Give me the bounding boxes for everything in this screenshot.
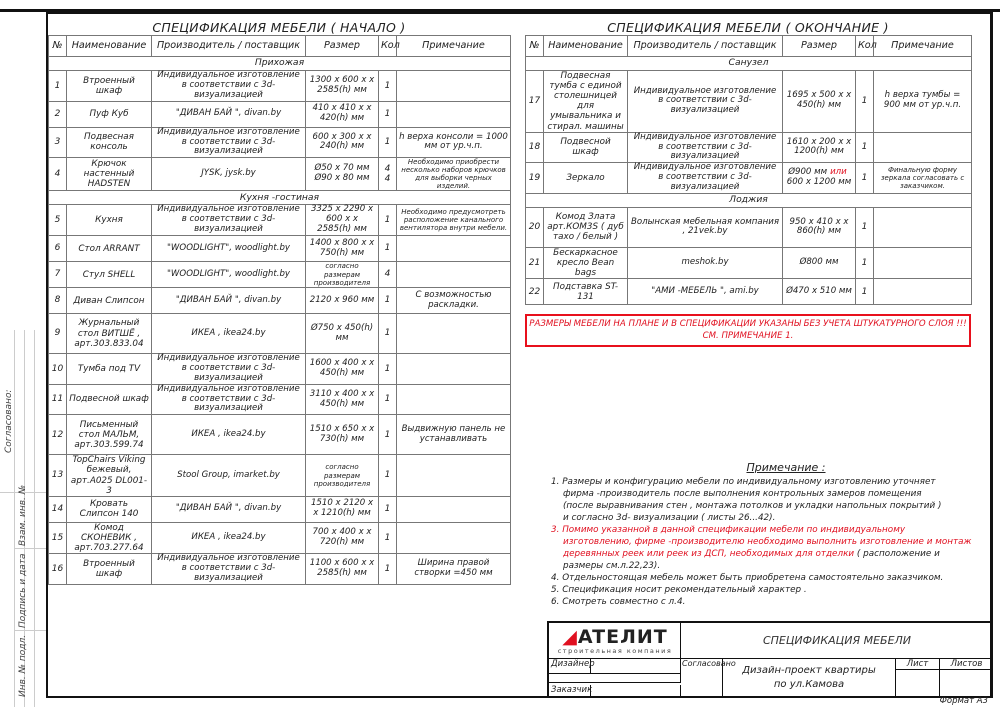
cell-note: Необходимо приобрести несколько наборов крючков для выборки черных изделий. [397,158,511,191]
cell-no: 15 [49,522,67,553]
section-title: Лоджия [526,193,972,207]
table-row [526,163,972,194]
cell-name: Подвесная консоль [67,127,152,158]
cell-maker: "АМИ -МЕБЕЛЬ ", ami.by [628,279,783,305]
spec-table-end [525,35,972,305]
cell-maker: "ДИВАН БАЙ ", divan.by [152,101,306,127]
right-table-title: СПЕЦИФИКАЦИЯ МЕБЕЛИ ( ОКОНЧАНИЕ ) [607,20,889,35]
cell-no: 16 [49,554,67,585]
cell-name: Подвесной шкаф [67,384,152,415]
col-header-maker: Производитель / поставщик [628,36,783,57]
cell-maker: Индивидуальное изготовление в соответствии с 3d- визуализацией [628,71,783,133]
cell-maker: Индивидуальное изготовление в соответствии с 3d- визуализацией [628,163,783,194]
col-header-size: Размер [783,36,856,57]
cell-qty: 1 [856,132,874,163]
cell-qty: 1 [379,288,397,314]
cell-size: согласно размерам производителя [306,262,379,288]
cell-size: 1695 х 500 х х 450(h) мм [783,71,856,133]
spec-table-start [48,35,511,585]
table-row [49,314,511,354]
cell-note: h верха консоли = 1000 мм от ур.ч.п. [397,127,511,158]
cell-qty: 1 [379,496,397,522]
table-row [49,415,511,455]
cell-name: Письменный стол МАЛЬМ, арт.303.599.74 [67,415,152,455]
table-row [49,127,511,158]
logo-cell [549,623,681,659]
cell-name: Пуф Куб [67,101,152,127]
table-row [49,262,511,288]
cell-name: Журнальный стол ВИТШЁ , арт.303.833.04 [67,314,152,354]
cell-qty: 4 4 [379,158,397,191]
side-approved-label: Согласовано: [4,389,14,453]
cell-note [397,455,511,496]
cell-name: TopChairs Viking бежевый, арт.A025 DL001-3 [67,455,152,496]
sheets-value [940,670,993,698]
cell-qty: 1 [379,554,397,585]
size-option: 600 х 1200 мм [786,177,852,188]
cell-size: 3110 х 400 х х 450(h) мм [306,384,379,415]
cell-note [397,384,511,415]
customer-label: Заказчик [549,685,591,698]
note-3-line-3-black: ( расположение и [854,549,940,559]
cell-size: 1510 х 2120 х х 1210(h) мм [306,496,379,522]
table-row [49,496,511,522]
size-or-text: или [830,167,847,178]
cell-no: 5 [49,205,67,236]
cell-maker: "ДИВАН БАЙ ", divan.by [152,288,306,314]
cell-size: Ø50 х 70 мм Ø90 х 80 мм [306,158,379,191]
logo-subtitle: строительная компания [557,647,673,655]
col-header-qty: Кол [856,36,874,57]
sheets-label: Листов [940,659,993,670]
cell-qty: 1 [379,354,397,385]
note-1-line-1: 1. Размеры и конфигурацию мебели по индивидуальному изготовлению уточняет [551,477,936,487]
note-3-line-3-red: деревянных реек или реек из ДСП, необходимых для отделки [563,549,855,559]
cell-maker: "WOODLIGHT", woodlight.by [152,262,306,288]
cell-name: Кухня [67,205,152,236]
table-row [526,132,972,163]
cell-qty: 1 [856,247,874,278]
cell-qty: 1 [379,314,397,354]
note-5: 5. Спецификация носит рекомендательный характер . [551,585,807,595]
customer-value [591,685,681,698]
cell-size: 1510 х 650 х х 730(h) мм [306,415,379,455]
cell-size: Ø800 мм [783,247,856,278]
cell-maker: Индивидуальное изготовление в соответствии с 3d- визуализацией [152,205,306,236]
side-sign-date-label: Подпись и дата [18,553,28,628]
cell-maker: Индивидуальное изготовление в соответствии с 3d- визуализацией [152,384,306,415]
cell-no: 2 [49,101,67,127]
side-inv-label: Инв. № подл. [18,634,28,697]
note-3-line-2: изготовлению, фирме -производителю необходимо выполнить изготовление и монтаж [563,537,972,547]
cell-size: Ø470 х 510 мм [783,279,856,305]
cell-no: 4 [49,158,67,191]
cell-qty: 1 [856,207,874,247]
cell-note [397,354,511,385]
stamp-doc-title: СПЕЦИФИКАЦИЯ МЕБЕЛИ [762,634,912,647]
cell-no: 18 [526,132,544,163]
cell-maker: Индивидуальное изготовление в соответствии с 3d- визуализацией [152,554,306,585]
cell-note: Необходимо предусмотреть расположение канального вентилятора внутри мебели. [397,205,511,236]
cell-note [397,314,511,354]
cell-note [874,247,972,278]
note-6: 6. Смотреть совместно с л.4. [551,597,686,607]
notes-block [551,462,981,608]
table-row [49,158,511,191]
size-option: Ø900 мм [788,167,828,178]
cell-size: 950 х 410 х х 860(h) мм [783,207,856,247]
cell-name: Втроенный шкаф [67,71,152,102]
table-row [49,236,511,262]
cell-size: Ø750 х 450(h) мм [306,314,379,354]
cell-maker: Волынская мебельная компания , 21vek.by [628,207,783,247]
cell-name: Подвесная тумба с единой столешницей для умывальника и стирал. машины [544,71,628,133]
cell-size: 1100 х 600 х х 2585(h) мм [306,554,379,585]
cell-qty: 1 [856,279,874,305]
cell-name: Зеркало [544,163,628,194]
designer-value [591,659,681,674]
designer-label: Дизайнер [549,659,591,674]
cell-note: h верха тумбы = 900 мм от ур.ч.п. [874,71,972,133]
cell-qty: 1 [379,522,397,553]
section-title: Прихожая [49,57,511,71]
cell-maker: meshok.by [628,247,783,278]
cell-name: Стул SHELL [67,262,152,288]
cell-no: 9 [49,314,67,354]
table-row [526,279,972,305]
cell-note: Выдвижную панель не устанавливать [397,415,511,455]
cell-name: Крючок настенный HADSTEN [67,158,152,191]
cell-qty: 1 [379,205,397,236]
cell-maker: Stool Group, imarket.by [152,455,306,496]
section-title: Санузел [526,57,972,71]
cell-size: 1300 х 600 х х 2585(h) мм [306,71,379,102]
cell-note: Финальную форму зеркала согласовать с заказчиком. [874,163,972,194]
company-logo: ◢ATEЛИТ [562,626,668,648]
side-vzam-label: Взам. инв. № [18,484,28,546]
note-3-line-4: размеры см.л.22,23). [563,561,661,571]
cell-qty: 1 [379,236,397,262]
cell-no: 1 [49,71,67,102]
col-header-name: Наименование [544,36,628,57]
cell-size: 2120 х 960 мм [306,288,379,314]
cell-size: 1600 х 400 х х 450(h) мм [306,354,379,385]
col-header-maker: Производитель / поставщик [152,36,306,57]
project-name: Дизайн-проект квартиры по ул.Камова [723,659,896,698]
note-4: 4. Отдельностоящая мебель может быть приобретена самостоятельно заказчиком. [551,573,944,583]
cell-qty: 4 [379,262,397,288]
table-row [49,384,511,415]
cell-no: 21 [526,247,544,278]
cell-no: 17 [526,71,544,133]
cell-no: 10 [49,354,67,385]
cell-note [397,522,511,553]
table-row [49,522,511,553]
warning-line-1: РАЗМЕРЫ МЕБЕЛИ НА ПЛАНЕ И В СПЕЦИФИКАЦИИ УКАЗАНЫ БЕЗ УЧЕТА ШТУКАТУРНОГО СЛОЯ !!! [529,319,967,329]
cell-name: Кровать Слипсон 140 [67,496,152,522]
side-stamp [0,330,46,707]
cell-name: Подвесной шкаф [544,132,628,163]
table-row [49,455,511,496]
cell-maker: ИКЕА , ikea24.by [152,415,306,455]
cell-maker: Индивидуальное изготовление в соответствии с 3d- визуализацией [152,127,306,158]
note-1-line-4: и согласно 3d- визуализации ( листы 26...42). [563,513,776,523]
cell-no: 8 [49,288,67,314]
cell-name: Подставка ST-131 [544,279,628,305]
cell-no: 6 [49,236,67,262]
cell-qty: 1 [379,127,397,158]
cell-maker: JYSK, jysk.by [152,158,306,191]
cell-name: Тумба под TV [67,354,152,385]
col-header-size: Размер [306,36,379,57]
cell-name: Стол ARRANT [67,236,152,262]
table-header-row [526,36,972,57]
table-row [49,101,511,127]
left-table-title: СПЕЦИФИКАЦИЯ МЕБЕЛИ ( НАЧАЛО ) [152,20,406,35]
cell-name: Комод СКОНЕВИК , арт.703.277.64 [67,522,152,553]
notes-heading: Примечание : [746,461,826,474]
approved-label: Согласовано [681,659,723,698]
col-header-note: Примечание [874,36,972,57]
warning-line-2: СМ. ПРИМЕЧАНИЕ 1. [702,330,794,341]
cell-no: 13 [49,455,67,496]
cell-name: Втроенный шкаф [67,554,152,585]
cell-note [397,262,511,288]
cell-maker: Индивидуальное изготовление в соответствии с 3d- визуализацией [152,354,306,385]
title-block [547,621,993,698]
cell-maker: ИКЕА , ikea24.by [152,314,306,354]
table-row [526,247,972,278]
table-row [49,354,511,385]
cell-no: 20 [526,207,544,247]
cell-no: 22 [526,279,544,305]
cell-note: Ширина правой створки =450 мм [397,554,511,585]
cell-name: Комод Злата арт.КОМ3S ( дуб тахо / белый ) [544,207,628,247]
cell-note [874,279,972,305]
section-row [49,57,511,71]
table-row [526,71,972,133]
note-3-line-1: 3. Помимо указанной в данной спецификации мебели по индивидуальному [551,525,906,535]
col-header-qty: Кол [379,36,397,57]
cell-maker: Индивидуальное изготовление в соответствии с 3d- визуализацией [152,71,306,102]
table-row [526,207,972,247]
cell-qty: 1 [379,384,397,415]
cell-qty: 1 [379,101,397,127]
cell-no: 11 [49,384,67,415]
section-row [49,191,511,205]
cell-qty: 1 [379,455,397,496]
section-title: Кухня -гостиная [49,191,511,205]
cell-qty: 1 [379,71,397,102]
cell-size: 1400 х 800 х х 750(h) мм [306,236,379,262]
cell-size: согласно размерам производителя [306,455,379,496]
cell-size [783,163,856,194]
table-row [49,288,511,314]
cell-note: С возможностью раскладки. [397,288,511,314]
cell-note [397,496,511,522]
cell-note [397,236,511,262]
table-row [49,205,511,236]
format-label: Формат А3 [939,696,988,706]
table-row [49,554,511,585]
sheet-top-border [0,0,1000,12]
col-header-no: № [526,36,544,57]
cell-note [874,207,972,247]
note-1-line-2: фирма -производитель после выполнения контрольных замеров помещения [563,489,922,499]
cell-no: 7 [49,262,67,288]
note-1-line-3: (после выравнивания стен , монтажа потолков и укладки напольных покрытий ) [563,501,942,511]
cell-no: 3 [49,127,67,158]
cell-name: Диван Слипсон [67,288,152,314]
sheet-value [896,670,940,698]
cell-note [397,101,511,127]
plaster-warning-box [525,314,971,347]
col-header-name: Наименование [67,36,152,57]
section-row [526,57,972,71]
cell-size: 700 х 400 х х 720(h) мм [306,522,379,553]
cell-no: 12 [49,415,67,455]
cell-qty: 1 [856,71,874,133]
cell-size: 1610 х 200 х х 1200(h) мм [783,132,856,163]
cell-qty: 1 [379,415,397,455]
sheet-label: Лист [896,659,940,670]
cell-no: 14 [49,496,67,522]
table-row [49,71,511,102]
cell-no: 19 [526,163,544,194]
cell-size: 600 х 300 х х 240(h) мм [306,127,379,158]
section-row [526,193,972,207]
cell-size: 410 х 410 х х 420(h) мм [306,101,379,127]
cell-maker: "WOODLIGHT", woodlight.by [152,236,306,262]
cell-name: Бескаркасное кресло Bean bags [544,247,628,278]
cell-size: 3325 х 2290 х 600 х х 2585(h) мм [306,205,379,236]
cell-maker: ИКЕА , ikea24.by [152,522,306,553]
col-header-no: № [49,36,67,57]
cell-maker: Индивидуальное изготовление в соответствии с 3d- визуализацией [628,132,783,163]
cell-note [874,132,972,163]
col-header-note: Примечание [397,36,511,57]
cell-qty: 1 [856,163,874,194]
cell-note [397,71,511,102]
cell-maker: "ДИВАН БАЙ ", divan.by [152,496,306,522]
table-header-row [49,36,511,57]
